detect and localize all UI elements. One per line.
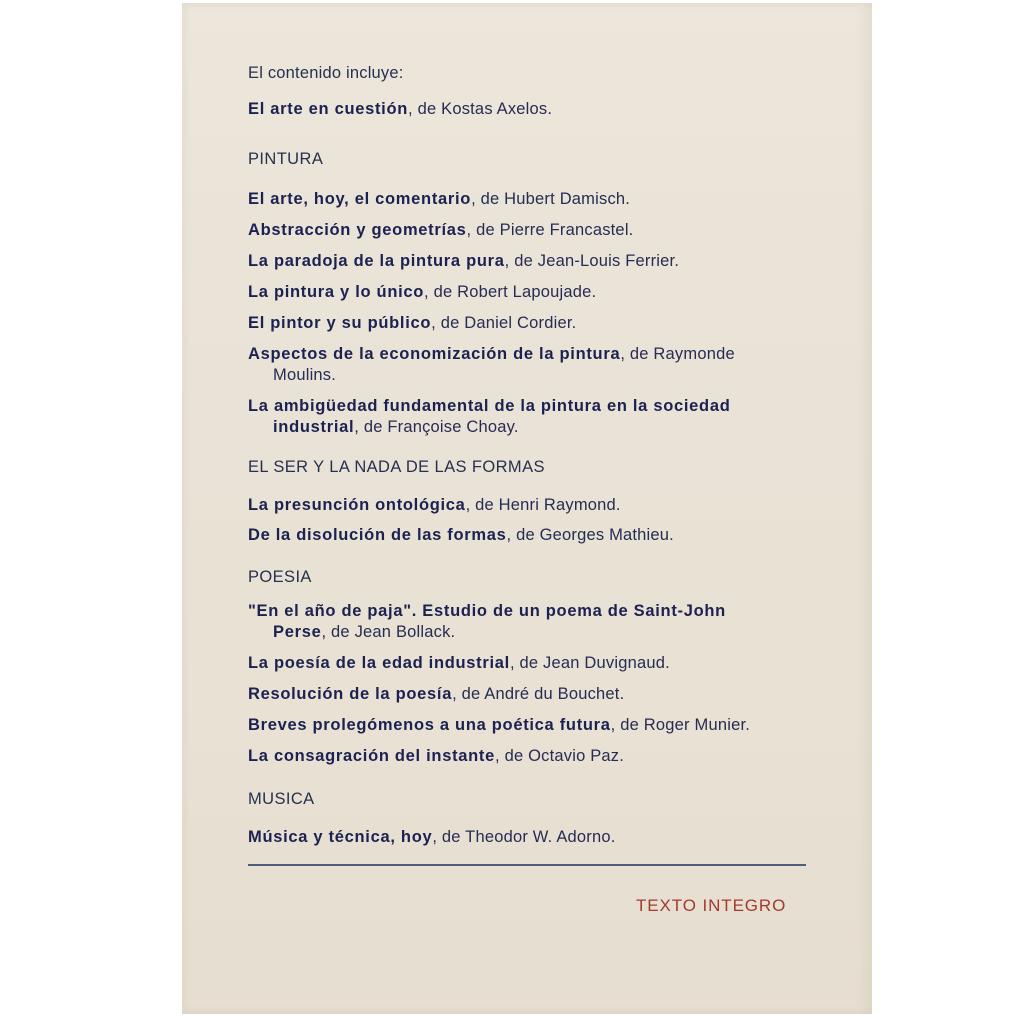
entry — [248, 313, 576, 333]
entry-title: industrial — [273, 418, 355, 436]
entry — [248, 684, 624, 704]
entry-title: La ambigüedad fundamental de la pintura en la sociedad — [248, 397, 731, 415]
entry-title: Perse — [273, 623, 322, 641]
footer-label: TEXTO INTEGRO — [636, 896, 787, 915]
entry-author: , de Pierre Francastel. — [466, 221, 634, 239]
entry-author: , de Kostas Axelos. — [408, 100, 553, 118]
entry — [248, 525, 674, 545]
section-heading-musica: MUSICA — [248, 790, 315, 808]
entry-author: , de Raymonde — [620, 345, 735, 363]
book-back-cover — [182, 3, 872, 1014]
entry — [248, 715, 750, 735]
entry-author: , de Roger Munier. — [610, 716, 751, 734]
entry-author: , de Françoise Choay. — [354, 418, 519, 436]
intro-text: El contenido incluye: — [248, 64, 404, 82]
entry-title: Abstracción y geometrías — [248, 221, 467, 239]
entry-author: , de Georges Mathieu. — [506, 526, 674, 544]
entry — [248, 344, 735, 364]
entry-title: Música y técnica, hoy — [248, 828, 433, 846]
section-heading-poesia: POESIA — [248, 568, 312, 586]
entry-continuation — [273, 417, 519, 437]
entry-title: La paradoja de la pintura pura — [248, 252, 505, 270]
entry-title: El arte en cuestión — [248, 100, 409, 118]
section-heading-el-ser: EL SER Y LA NADA DE LAS FORMAS — [248, 458, 545, 476]
entry-title: La poesía de la edad industrial — [248, 654, 510, 672]
entry-author: , de Jean Duvignaud. — [509, 654, 670, 672]
entry — [248, 282, 596, 302]
entry — [248, 827, 616, 847]
section-heading-pintura: PINTURA — [248, 150, 324, 168]
entry-title: Resolución de la poesía — [248, 685, 453, 703]
entry-title: La pintura y lo único — [248, 283, 425, 301]
entry-author: , de André du Bouchet. — [452, 685, 625, 703]
entry — [248, 220, 633, 240]
entry-author: , de Robert Lapoujade. — [424, 283, 597, 301]
entry-author: , de Hubert Damisch. — [471, 190, 631, 208]
entry-title: "En el año de paja". Estudio de un poema de Saint-John — [248, 602, 726, 620]
entry-author: , de Henri Raymond. — [465, 496, 621, 514]
entry — [248, 601, 726, 621]
entry — [248, 653, 670, 673]
entry-author: , de Daniel Cordier. — [431, 314, 577, 332]
entry-title: De la disolución de las formas — [248, 526, 507, 544]
entry — [248, 189, 630, 209]
entry-author: , de Octavio Paz. — [495, 747, 625, 765]
entry-author: , de Jean Bollack. — [321, 623, 456, 641]
entry-continuation — [273, 622, 455, 642]
entry — [248, 495, 621, 515]
entry-title: Breves prolegómenos a una poética futura — [248, 716, 611, 734]
entry — [248, 746, 624, 766]
entry — [248, 396, 730, 416]
entry-title: La consagración del instante — [248, 747, 495, 765]
entry-title: Aspectos de la economización de la pintura — [248, 345, 621, 363]
entry — [248, 251, 679, 271]
entry-author: , de Theodor W. Adorno. — [432, 828, 616, 846]
entry-title: El pintor y su público — [248, 314, 432, 332]
entry-author: , de Jean-Louis Ferrier. — [504, 252, 680, 270]
entry-author: Moulins. — [273, 366, 337, 384]
entry-continuation — [273, 365, 336, 385]
entry-title: El arte, hoy, el comentario — [248, 190, 472, 208]
lead-entry — [248, 99, 552, 119]
entry-title: La presunción ontológica — [248, 496, 466, 514]
divider-rule — [248, 864, 806, 866]
